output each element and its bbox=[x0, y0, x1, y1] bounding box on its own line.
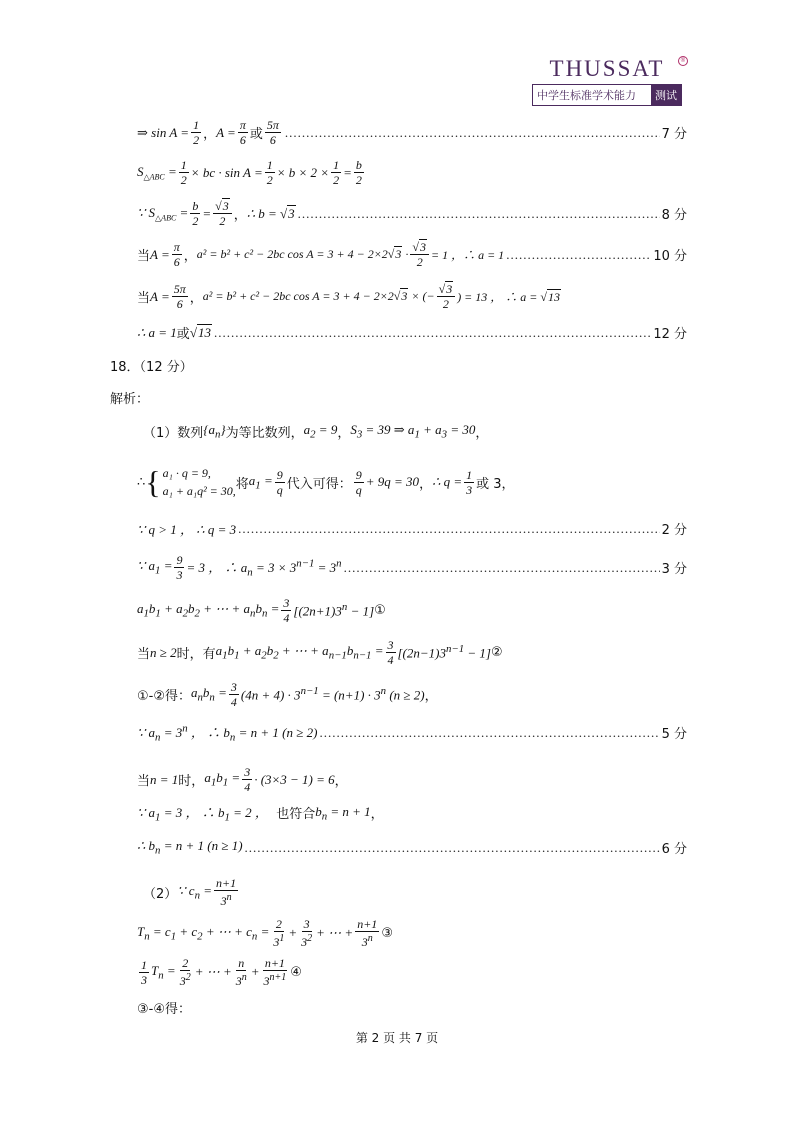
solution-line-12 bbox=[137, 323, 687, 342]
math-expression: ③-④得： bbox=[137, 1002, 191, 1017]
question-title: 18．（12 分） bbox=[110, 360, 193, 375]
part2-intro bbox=[143, 876, 693, 908]
n-equals-1-line bbox=[137, 765, 687, 794]
leader-dots bbox=[238, 521, 660, 537]
math-render: 当 A = $\frac{\pi}{6}$ ， a² = b² + c² − 2bc cos A = 3 + 4 − 2×2√3 · $\frac{√3}{2}$ = 1 ，∴ a = 1 bbox=[137, 240, 505, 269]
part1-intro bbox=[143, 422, 693, 441]
logo-bar bbox=[532, 84, 682, 106]
analysis-label bbox=[110, 388, 660, 407]
system-line bbox=[137, 464, 687, 500]
question-18-title bbox=[110, 356, 660, 375]
score: 2 分 bbox=[661, 523, 687, 538]
math-render: 当 n ≥ 2 时，有 $a_1b_1 + a_2b_2$ + ⋯ + $a_{n-1}b_{n-1}$ = $\frac{3}{4}$ $[(2n-1)3^{n-1} - 1]$ ② bbox=[137, 638, 503, 667]
score: 7 分 bbox=[661, 127, 687, 142]
leader-dots bbox=[285, 125, 660, 141]
analysis-text: 解析： bbox=[110, 392, 150, 407]
math-render: （1）数列 $\{a_n\}$ 为等比数列， $a_2 = 9$ ， $S_3 = 39$ ⇒ $a_1 + a_3 = 30$ ， bbox=[143, 422, 489, 441]
sum-equation-1 bbox=[137, 596, 687, 625]
solution-line-5 bbox=[137, 722, 687, 744]
solution-line-10 bbox=[137, 240, 687, 269]
leader-dots bbox=[506, 247, 651, 263]
solution-line-6 bbox=[137, 838, 687, 857]
leader-dots bbox=[319, 725, 659, 741]
logo-subtitle: 中学生标准学术能力 bbox=[537, 89, 636, 102]
score: 10 分 bbox=[653, 249, 687, 264]
logo-word: THUSSAT bbox=[549, 56, 665, 81]
registered-icon: ® bbox=[678, 56, 688, 66]
subtraction-line bbox=[137, 680, 687, 709]
math-render: ∴ a = 1 或 √13 bbox=[137, 324, 211, 342]
solution-line-2 bbox=[137, 519, 687, 538]
math-render: ①-②得： $a_nb_n$ = $\frac{3}{4}$ $(4n + 4) \cdot 3^{n-1} = (n+1) \cdot 3^n$ (n ≥ 2) ， bbox=[137, 680, 438, 709]
math-render: ∴ $b_n = n + 1$ (n ≥ 1) bbox=[137, 838, 243, 857]
math-render: ∴ { a₁ · q = 9, a₁ + a₁q² = 30, 将 $a_1$ = $\frac{9}{q}$ 代入可得： 9 q + 9q = 30 ， ∴ q = $\frac{1}{3}$ 或 3， bbox=[137, 464, 515, 500]
leader-dots bbox=[245, 840, 660, 856]
math-render: $T_n = c_1 + c_2$ + ⋯ + $c_n$ = $\frac{2}{3^1}$ + $\frac{3}{3^2}$ + ⋯ + $\frac{n+1}{3^n}$ ③ bbox=[137, 917, 393, 949]
score: 6 分 bbox=[661, 842, 687, 857]
tn-sum-line bbox=[137, 917, 687, 949]
math-render: ∵ $a_1$ = $\frac{9}{3}$ = 3 ， ∴ $a_n = 3 \times 3^{n-1} = 3^n$ bbox=[137, 553, 342, 582]
logo-tag: 测试 bbox=[651, 85, 681, 105]
equation-system: { a₁ · q = 9, a₁ + a₁q² = 30, bbox=[145, 464, 236, 500]
math-render: 当 A = $\frac{5\pi}{6}$ ， a² = b² + c² − 2bc cos A = 3 + 4 − 2×2√3 × (− $\frac{√3}{2}$ ) = 13 ， ∴ a = √13 bbox=[137, 282, 560, 311]
leader-dots bbox=[214, 325, 651, 341]
score: 5 分 bbox=[661, 727, 687, 743]
area-formula-line bbox=[137, 158, 687, 187]
case-5pi6-line bbox=[137, 282, 687, 311]
solution-line-3 bbox=[137, 553, 687, 582]
leader-dots bbox=[344, 560, 660, 576]
subtraction-2-line bbox=[137, 998, 687, 1017]
math-render: ⇒ sin A = $\frac{1}{2}$ ， A = $\frac{\pi}{6}$ 或 5π 6 bbox=[137, 118, 279, 147]
math-render: ∵ $a_1 = 3$ ， ∴ $b_1 = 2$ ， 也符合 $b_n = n + 1$ ， bbox=[137, 803, 384, 824]
system-eq-2: a₁ + a₁q² = 30, bbox=[162, 484, 236, 498]
math-render: 1 3 $T_n$ = $\frac{2}{3^2}$ + ⋯ + $\frac{n}{3^n}$ + $\frac{n+1}{3^{n+1}}$ ④ bbox=[141, 956, 302, 988]
leader-dots bbox=[298, 206, 660, 222]
math-render: $S_{\triangle ABC}$ = $\frac{1}{2}$ × bc · sin A = $\frac{1}{2}$ × b × 2 × $\frac{1}{2}$ = $\frac{b}{2}$ bbox=[137, 158, 362, 187]
math-render: （2） ∵ $c_n$ = $\frac{n+1}{3^n}$ bbox=[143, 876, 237, 908]
math-render: 当 n = 1 时， $a_1b_1$ = $\frac{3}{4}$ · (3×3 − 1) = 6 ， bbox=[137, 765, 348, 794]
math-render: ∵ $a_n = 3^n$ ， ∴ $b_n = n + 1$ (n ≥ 2) bbox=[137, 722, 318, 744]
score: 8 分 bbox=[661, 208, 687, 223]
score: 12 分 bbox=[653, 327, 687, 342]
math-render: $a_1b_1 + a_2b_2$ + ⋯ + $a_nb_n$ = $\frac{3}{4}$ $[(2n+1)3^n - 1]$ ① bbox=[137, 596, 386, 625]
score: 3 分 bbox=[661, 562, 687, 577]
sum-equation-2 bbox=[137, 638, 687, 667]
math-render: ∵ q > 1 ， ∴ q = 3 bbox=[137, 522, 237, 537]
math-render: ∵ $S_{\triangle ABC}$ = $\frac{b}{2}$ = $\frac{√3}{2}$ ， ∴ b = √3 bbox=[137, 199, 295, 228]
third-tn-line bbox=[137, 956, 687, 988]
b1-check-line bbox=[137, 802, 687, 824]
page-footer: 第 2 页 共 7 页 bbox=[355, 1031, 439, 1045]
system-eq-1: a₁ · q = 9, bbox=[162, 466, 211, 480]
solution-line-7 bbox=[137, 118, 687, 147]
thussat-logo bbox=[532, 56, 686, 106]
solution-line-8 bbox=[137, 199, 687, 228]
